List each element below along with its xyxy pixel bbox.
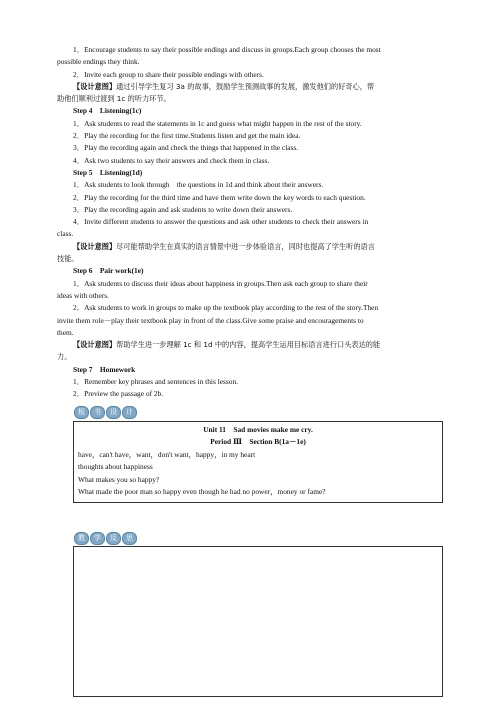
reflect-tag-char: 反 <box>106 532 121 545</box>
step7-title: Step 7 Homework <box>73 364 136 374</box>
design-intent-3 <box>57 339 443 351</box>
design-intent-text: 尽可能帮助学生在真实的语言情景中进一步体验语言，同时也提高了学生听的语言 <box>116 241 375 251</box>
reflect-tag-char: 学 <box>90 532 105 545</box>
board-tag-char: 板 <box>74 406 89 419</box>
step6-line-5: them. <box>57 327 74 337</box>
step6-line-4: invite them role－play their textbook play in front of the class.Give some praise and encouragements to <box>57 315 364 325</box>
step5-line-5: class. <box>57 229 74 239</box>
step5-line-2: 2．Play the recording for the third time and have them write down the key words to each question. <box>73 192 366 202</box>
board-line: have，can't have，want，don't want，happy，in my heart <box>78 449 256 459</box>
board-subtitle: Period Ⅲ Section B(1a－1e) <box>210 437 306 447</box>
design-intent-1-cont: 助他们顺利过渡到 1c 的听力环节。 <box>57 94 171 104</box>
intro-line-3: 2．Invite each group to share their possible endings with others. <box>73 69 264 79</box>
design-intent-1 <box>57 81 443 93</box>
design-intent-tag: 【设计意图】 <box>73 241 117 251</box>
reflect-tag-char: 教 <box>74 532 89 545</box>
board-line: What made the poor man so happy even though he had no power，money or fame? <box>78 487 326 497</box>
step7-line-2: 2．Preview the passage of 2b. <box>73 389 164 399</box>
step5-line-1: 1．Ask students to look through the questions in 1d and think about their answers. <box>73 180 324 190</box>
board-line: What makes you so happy? <box>78 474 160 484</box>
design-intent-tag: 【设计意图】 <box>73 340 117 350</box>
step5-line-4: 4．Invite different students to answer the questions and ask other students to check their answers in <box>73 217 369 227</box>
board-tag-char: 计 <box>122 406 137 419</box>
teaching-reflection-box <box>73 546 443 697</box>
step5-line-3: 3．Play the recording again and ask students to write down their answers. <box>73 204 293 214</box>
step4-line-4: 4．Ask two students to say their answers and check them in class. <box>73 155 270 165</box>
board-tag-char: 设 <box>106 406 121 419</box>
board-tag-char: 书 <box>90 406 105 419</box>
design-intent-text: 通过引导学生复习 3a 的故事，鼓励学生预测故事的发展，激发他们的好奇心，帮 <box>116 81 375 91</box>
teaching-reflection-tag <box>74 532 137 545</box>
board-design-box <box>73 421 443 503</box>
intro-line-1: 1．Encourage students to say their possible endings and discuss in groups.Each group chooses the most <box>73 45 381 54</box>
design-intent-3-cont: 力。 <box>57 352 72 362</box>
design-intent-2-cont: 技能。 <box>57 254 79 264</box>
design-intent-text: 帮助学生进一步理解 1c 和 1d 中的内容，提高学生运用目标语言进行口头表达的能 <box>116 340 381 350</box>
intro-line-2: possible endings they think. <box>57 57 140 67</box>
step4-title: Step 4 Listening(1c) <box>73 106 142 116</box>
step4-line-1: 1．Ask students to read the statements in 1c and guess what might happen in the rest of the story. <box>73 118 362 128</box>
step4-line-2: 2．Play the recording for the first time.Students listen and get the main idea. <box>73 131 301 141</box>
step7-line-1: 1．Remember key phrases and sentences in this lesson. <box>73 377 239 387</box>
step6-line-2: ideas with others. <box>57 290 109 300</box>
step4-line-3: 3．Play the recording again and check the things that happened in the class. <box>73 143 299 153</box>
page-content <box>57 44 443 503</box>
board-design-tag <box>74 406 137 419</box>
step6-line-3: 2．Ask students to work in groups to make up the textbook play according to the rest of the story.Then <box>73 303 379 313</box>
step6-line-1: 1．Ask students to discuss their ideas about happiness in groups.Then ask each group to share their <box>73 278 368 288</box>
step6-title: Step 6 Pair work(1e) <box>73 266 144 276</box>
design-intent-tag: 【设计意图】 <box>73 81 117 91</box>
board-title: Unit 11 Sad movies make me cry. <box>203 424 313 434</box>
reflect-tag-char: 思 <box>122 532 137 545</box>
step5-title: Step 5 Listening(1d) <box>73 167 143 177</box>
board-line: thoughts about happiness <box>78 462 153 472</box>
design-intent-2 <box>57 241 443 253</box>
